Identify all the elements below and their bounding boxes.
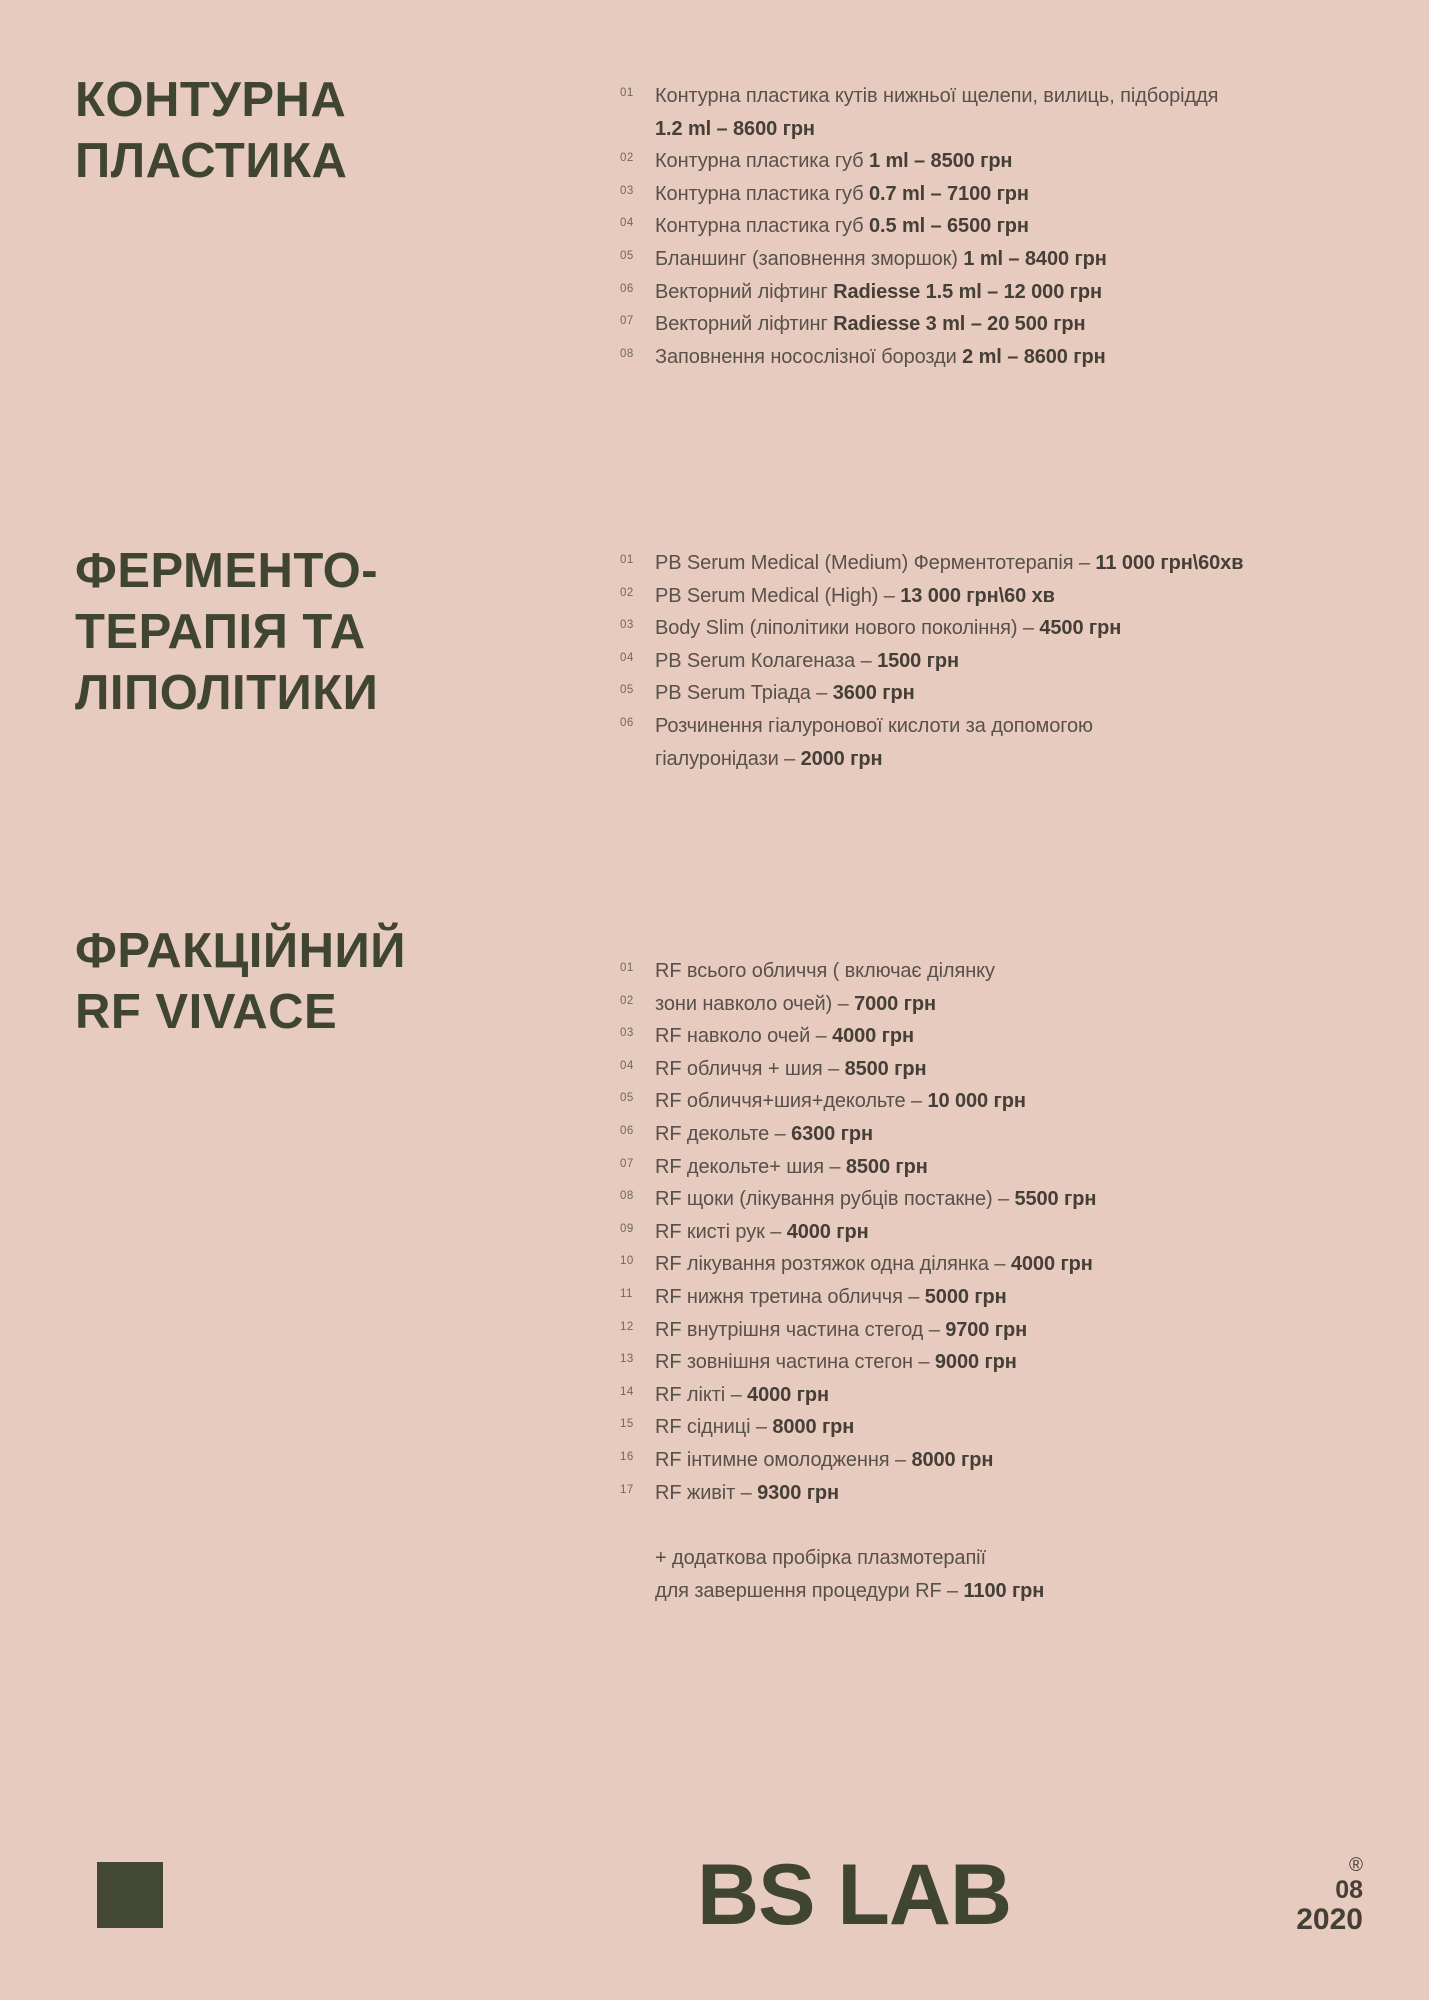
price-item: [620, 1085, 1260, 1118]
price-item: [620, 955, 1260, 988]
price-item: [620, 308, 1260, 341]
price-value: 8500 грн: [845, 1155, 928, 1178]
item-text: [655, 645, 959, 678]
price-value: 9300 грн: [757, 1481, 840, 1504]
price-value: 11 000 грн\60хв: [1095, 552, 1244, 574]
item-label: Контурна пластика губ: [655, 182, 869, 205]
item-label: RF обличчя+шия+декольте –: [655, 1090, 928, 1113]
price-item: [620, 1216, 1260, 1249]
section-title-line: ТЕРАПІЯ ТА: [75, 605, 366, 659]
section-title-fermento: [75, 541, 378, 724]
edition-month: 08: [1335, 1876, 1363, 1904]
price-item: [620, 80, 1260, 145]
price-value: 9000 грн: [934, 1351, 1017, 1374]
item-text: [655, 580, 1055, 613]
price-item: [620, 1379, 1260, 1412]
item-number: 05: [620, 249, 634, 262]
item-text: [655, 1118, 873, 1151]
price-item: [620, 1411, 1260, 1444]
item-text: [655, 243, 1107, 276]
price-value: 6300 грн: [791, 1122, 873, 1145]
item-text: [655, 547, 1243, 580]
price-value: 4000 грн: [1010, 1253, 1093, 1276]
item-text: [655, 1444, 993, 1477]
item-text: [655, 1183, 1096, 1216]
item-text: [655, 1542, 1044, 1607]
section-title-line: RF VIVACE: [75, 985, 338, 1039]
item-number: 06: [620, 282, 634, 295]
price-item: [620, 145, 1260, 178]
item-text: [655, 1216, 869, 1249]
price-value: 2 ml – 8600 грн: [962, 345, 1106, 368]
price-value: 8500 грн: [844, 1057, 927, 1080]
item-label: PB Serum Medical (High) –: [655, 584, 901, 607]
item-text: [655, 710, 1093, 775]
price-item: [620, 1314, 1260, 1347]
section-title-line: ЛІПОЛІТИКИ: [75, 666, 379, 720]
item-label: Розчинення гіалуронової кислоти за допомогою: [655, 714, 1093, 737]
item-label: Body Slim (ліполітики нового покоління) –: [655, 617, 1040, 640]
item-number: 02: [620, 994, 634, 1007]
price-item: [620, 1053, 1260, 1086]
item-number: 03: [620, 1027, 634, 1040]
item-number: 05: [620, 1092, 634, 1105]
price-value: 13 000 грн\60 хв: [900, 584, 1055, 607]
item-number: 12: [620, 1320, 634, 1333]
price-item: [620, 1183, 1260, 1216]
edition-year: 2020: [1296, 1903, 1363, 1936]
item-number: 02: [620, 152, 634, 165]
item-text: [655, 955, 995, 988]
item-text: [655, 276, 1102, 309]
section-title-line: ПЛАСТИКА: [75, 134, 348, 188]
item-label: + додаткова пробірка плазмотерапії: [655, 1547, 986, 1570]
price-value: 7000 грн: [854, 992, 936, 1015]
item-label: RF всього обличчя ( включає ділянку: [655, 960, 995, 982]
item-number: 11: [620, 1287, 633, 1300]
item-text: [655, 988, 936, 1021]
price-value: 4000 грн: [747, 1383, 829, 1406]
price-item: [620, 645, 1260, 678]
item-label: Контурна пластика губ: [655, 215, 869, 238]
item-label: RF внутрішня частина стегод –: [655, 1318, 946, 1341]
item-label: Контурна пластика губ: [655, 150, 869, 173]
item-label: PB Serum Medical (Medium) Ферментотерапія –: [655, 552, 1096, 574]
price-value: 10 000 грн: [927, 1090, 1026, 1113]
item-text: [655, 80, 1218, 145]
item-label: RF лікування розтяжок одна ділянка –: [655, 1253, 1011, 1276]
price-list-rf-vivace: [620, 955, 1260, 1607]
item-number: 03: [620, 184, 634, 197]
item-text: [655, 1411, 854, 1444]
item-text: [655, 1314, 1027, 1347]
item-number: 05: [620, 684, 634, 697]
price-value: 8000 грн: [772, 1416, 855, 1439]
item-text: [655, 1085, 1026, 1118]
item-text: [655, 308, 1086, 341]
price-item: [620, 1020, 1260, 1053]
price-value: 1 ml – 8500 грн: [868, 150, 1013, 173]
item-number: 08: [620, 347, 634, 360]
item-text: [655, 1053, 926, 1086]
item-text: [655, 1281, 1007, 1314]
price-value: 4500 грн: [1039, 617, 1122, 640]
price-item: [620, 243, 1260, 276]
price-item: [620, 1281, 1260, 1314]
item-number: 10: [620, 1255, 634, 1268]
section-title-line: ФРАКЦІЙНИЙ: [75, 924, 406, 978]
item-number: 15: [620, 1418, 634, 1431]
item-number: 07: [620, 1157, 634, 1170]
price-value: Radiesse 3 ml – 20 500 грн: [833, 313, 1086, 336]
item-label: RF декольте+ шия –: [655, 1155, 846, 1178]
price-value: Radiesse 1.5 ml – 12 000 грн: [833, 280, 1103, 303]
item-label: для завершення процедури RF –: [655, 1579, 964, 1602]
item-text: [655, 1248, 1093, 1281]
item-label: зони навколо очей) –: [655, 992, 855, 1015]
item-number: 09: [620, 1222, 634, 1235]
price-value: 1 ml – 8400 грн: [963, 247, 1107, 270]
price-item: [620, 547, 1260, 580]
item-number: 04: [620, 217, 634, 230]
price-value: 9700 грн: [945, 1318, 1028, 1341]
footnote-row: [620, 1542, 1260, 1607]
item-label: RF нижня третина обличчя –: [655, 1285, 925, 1308]
section-title-rf-vivace: [75, 921, 406, 1043]
item-text: [655, 1379, 829, 1412]
item-text: [655, 341, 1106, 374]
item-number: 17: [620, 1483, 634, 1496]
price-value: 1500 грн: [877, 649, 959, 672]
price-value: 1100 грн: [963, 1579, 1045, 1602]
price-item: [620, 1477, 1260, 1510]
item-text: [655, 612, 1121, 645]
item-number: 13: [620, 1353, 634, 1366]
price-value: 1.2 ml – 8600 грн: [655, 117, 815, 140]
item-label: RF живіт –: [655, 1481, 758, 1504]
brand-square: [97, 1862, 163, 1928]
price-item: [620, 1346, 1260, 1379]
price-value: 8000 грн: [911, 1448, 994, 1471]
price-value: 4000 грн: [786, 1220, 869, 1243]
brand-logo: BS LAB: [697, 1847, 1012, 1943]
section-title-contour: [75, 70, 347, 192]
item-label: RF кисті рук –: [655, 1220, 787, 1243]
price-item: [620, 612, 1260, 645]
item-number: [620, 1542, 655, 1549]
price-value: 3600 грн: [832, 682, 915, 705]
item-text: [655, 677, 915, 710]
price-item: [620, 276, 1260, 309]
item-number: 06: [620, 1124, 634, 1137]
price-value: 4000 грн: [832, 1025, 914, 1048]
item-number: 01: [620, 87, 634, 99]
price-value: 0.7 ml – 7100 грн: [868, 182, 1029, 205]
item-label: Контурна пластика кутів нижньої щелепи, вилиць, підборіддя: [655, 85, 1219, 107]
item-label: RF декольте –: [655, 1122, 792, 1145]
item-number: 06: [620, 716, 634, 729]
price-item: [620, 1118, 1260, 1151]
price-list-fermento: [620, 547, 1260, 775]
price-item: [620, 178, 1260, 211]
price-item: [620, 988, 1260, 1021]
price-item: [620, 710, 1260, 775]
item-text: [655, 1346, 1017, 1379]
price-value: 5500 грн: [1014, 1188, 1097, 1211]
item-label: Векторний ліфтинг: [655, 313, 834, 336]
item-text: [655, 1151, 928, 1184]
section-title-line: ФЕРМЕНТО-: [75, 544, 379, 598]
price-item: [620, 677, 1260, 710]
item-label: RF зовнішня частина стегон –: [655, 1351, 935, 1374]
item-number: 14: [620, 1385, 634, 1398]
item-text: [655, 145, 1012, 178]
item-number: 01: [620, 962, 634, 974]
price-item: [620, 1248, 1260, 1281]
item-label: Векторний ліфтинг: [655, 280, 834, 303]
item-number: 01: [620, 554, 634, 566]
price-value: 0.5 ml – 6500 грн: [868, 215, 1029, 238]
price-item: [620, 210, 1260, 243]
item-number: 04: [620, 651, 634, 664]
price-item: [620, 580, 1260, 613]
section-title-line: КОНТУРНА: [75, 73, 347, 127]
item-label: RF навколо очей –: [655, 1025, 833, 1048]
item-number: 16: [620, 1450, 634, 1463]
item-text: [655, 178, 1029, 211]
item-label: Бланшинг (заповнення зморшок): [655, 247, 964, 270]
registered-trademark-icon: ®: [1349, 1855, 1363, 1876]
item-label: RF сідниці –: [655, 1416, 773, 1439]
item-label: PB Serum Тріада –: [655, 682, 833, 705]
item-number: 03: [620, 619, 634, 632]
item-number: 04: [620, 1059, 634, 1072]
item-label: PB Serum Колагеназа –: [655, 649, 878, 672]
item-number: 08: [620, 1190, 634, 1203]
edition-info: [1296, 1855, 1363, 1936]
item-number: 07: [620, 315, 634, 328]
item-label: гіалуронідази –: [655, 747, 801, 770]
item-label: RF лікті –: [655, 1383, 748, 1406]
price-item: [620, 1444, 1260, 1477]
price-value: 5000 грн: [924, 1285, 1007, 1308]
price-value: 2000 грн: [800, 747, 883, 770]
item-label: RF обличчя + шия –: [655, 1057, 845, 1080]
price-list-contour: [620, 80, 1260, 373]
item-text: [655, 1020, 914, 1053]
item-label: Заповнення носослізної борозди: [655, 345, 963, 368]
item-number: 02: [620, 586, 634, 599]
item-label: RF інтимне омолодження –: [655, 1448, 912, 1471]
item-text: [655, 1477, 839, 1510]
price-item: [620, 1151, 1260, 1184]
item-label: RF щоки (лікування рубців постакне) –: [655, 1188, 1015, 1211]
item-text: [655, 210, 1029, 243]
price-item: [620, 341, 1260, 374]
